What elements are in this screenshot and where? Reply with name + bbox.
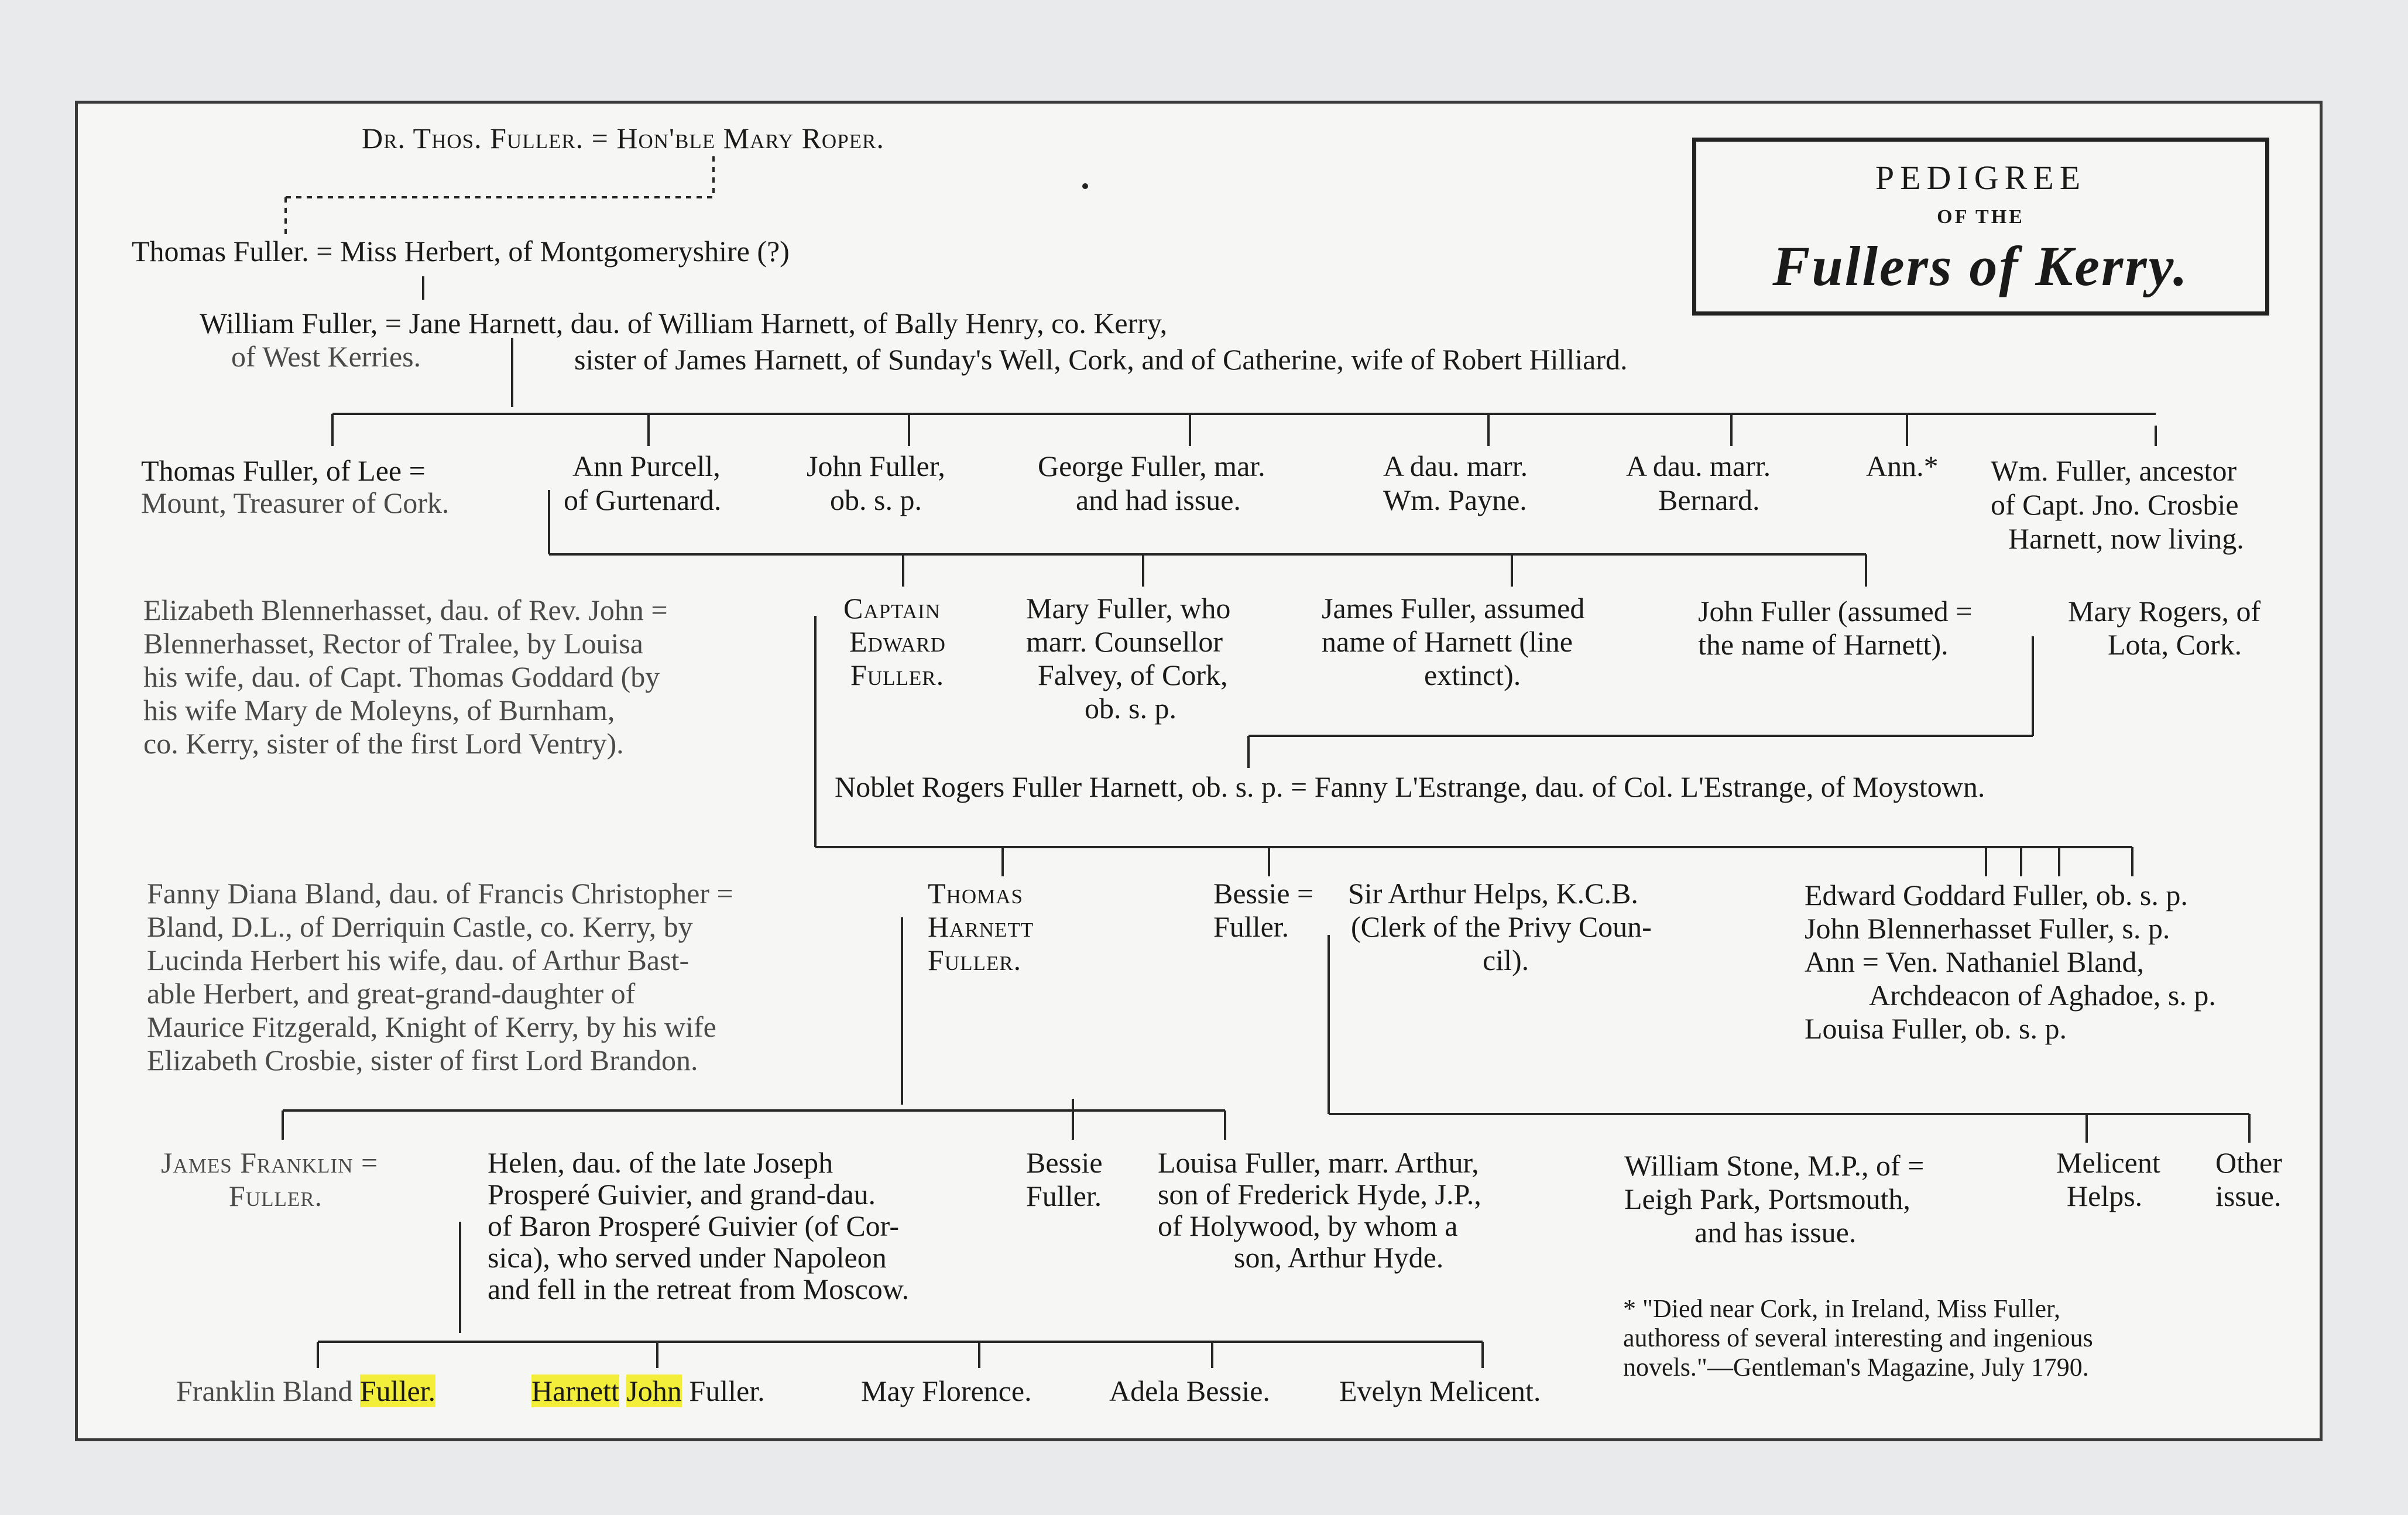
gen6-bessie-1: Bessie = — [1213, 877, 1314, 910]
gen7-louisa-4: son, Arthur Hyde. — [1234, 1241, 1444, 1274]
gen4-george-1: George Fuller, mar. — [1038, 450, 1265, 482]
gen6-sibling-3: Ann = Ven. Nathaniel Bland, — [1805, 945, 2144, 978]
gen6-fanny-3: Lucinda Herbert his wife, dau. of Arthur Bast- — [147, 944, 690, 976]
gen5-noblet: Noblet Rogers Fuller Harnett, ob. s. p. = Fanny L'Estrange, dau. of Col. L'Estrange, of Moystown. — [835, 770, 1985, 803]
gen6-sibling-1: Edward Goddard Fuller, ob. s. p. — [1805, 879, 2188, 911]
footnote-2: authoress of several interesting and ingenious — [1623, 1324, 2093, 1352]
gen4-dau-payne-1: A dau. marr. — [1383, 450, 1528, 482]
footnote-3: novels."—Gentleman's Magazine, July 1790. — [1623, 1353, 2089, 1382]
gen3-line1: William Fuller, = Jane Harnett, dau. of William Harnett, of Bally Henry, co. Kerry, — [200, 307, 1168, 340]
gen5-mary-3: Falvey, of Cork, — [1038, 659, 1228, 691]
gen4-thomas-2: Mount, Treasurer of Cork. — [141, 486, 450, 519]
gen5-elizabeth-1: Elizabeth Blennerhasset, dau. of Rev. John = — [143, 594, 668, 626]
gen5-james-2: name of Harnett (line — [1322, 625, 1573, 658]
pedigree-chart — [75, 101, 2323, 1441]
gen6-helps-2: (Clerk of the Privy Coun- — [1351, 910, 1652, 943]
gen5-elizabeth-3: his wife, dau. of Capt. Thomas Goddard (by — [143, 660, 660, 693]
gen4-george-2: and had issue. — [1076, 484, 1241, 516]
gen7-louisa-2: son of Frederick Hyde, J.P., — [1158, 1178, 1481, 1211]
gen4-wm-2: of Capt. Jno. Crosbie — [1991, 488, 2239, 521]
gen7-james-2: Fuller. — [229, 1180, 323, 1212]
gen6-helps-1: Sir Arthur Helps, K.C.B. — [1348, 877, 1638, 910]
gen8-franklin — [176, 1375, 435, 1407]
gen6-sibling-5: Louisa Fuller, ob. s. p. — [1805, 1012, 2067, 1045]
gen4-ann-purcell-2: of Gurtenard. — [564, 484, 722, 516]
gen8-may: May Florence. — [861, 1375, 1032, 1407]
gen6-fanny-5: Maurice Fitzgerald, Knight of Kerry, by his wife — [147, 1010, 716, 1043]
gen7-helen-1: Helen, dau. of the late Joseph — [488, 1146, 833, 1179]
gen5-edward-1: Captain — [843, 592, 941, 625]
gen5-james-1: James Fuller, assumed — [1322, 592, 1585, 625]
gen6-fanny-4: able Herbert, and great-grand-daughter of — [147, 977, 636, 1010]
gen6-thomas-1: Thomas — [928, 877, 1023, 910]
gen3-line2b: sister of James Harnett, of Sunday's Well, Cork, and of Catherine, wife of Robert Hilliard. — [574, 343, 1628, 376]
gen6-sibling-4: Archdeacon of Aghadoe, s. p. — [1869, 979, 2216, 1012]
gen5-mary-1: Mary Fuller, who — [1026, 592, 1231, 625]
gen6-fanny-2: Bland, D.L., of Derriquin Castle, co. Kerry, by — [147, 910, 693, 943]
gen8-harnett-first-highlight: Harnett — [531, 1375, 619, 1407]
gen7-louisa-3: of Holywood, by whom a — [1158, 1209, 1458, 1242]
gen4-ann-purcell-1: Ann Purcell, — [572, 450, 721, 482]
gen8-adela: Adela Bessie. — [1109, 1375, 1270, 1407]
gen4-wm-3: Harnett, now living. — [2008, 522, 2244, 555]
gen5-elizabeth-4: his wife Mary de Moleyns, of Burnham, — [143, 694, 615, 726]
gen5-elizabeth-2: Blennerhasset, Rector of Tralee, by Louisa — [143, 627, 643, 660]
gen7-helen-4: sica), who served under Napoleon — [488, 1241, 887, 1274]
gen7-other-1: Other — [2215, 1146, 2282, 1179]
gen7-helen-2: Prosperé Guivier, and grand-dau. — [488, 1178, 876, 1211]
gen7-helen-5: and fell in the retreat from Moscow. — [488, 1273, 910, 1305]
gen6-helps-3: cil). — [1483, 944, 1529, 976]
gen8-harnett-surname: Fuller. — [681, 1375, 765, 1407]
gen7-melicent-1: Melicent — [2056, 1146, 2160, 1179]
title-line-1: PEDIGREE — [1875, 159, 2087, 197]
gen4-wm-1: Wm. Fuller, ancestor — [1991, 454, 2237, 487]
gen5-mary-rogers-1: Mary Rogers, of — [2068, 595, 2261, 628]
gen5-mary-4: ob. s. p. — [1085, 692, 1176, 725]
gen4-john-1: John Fuller, — [807, 450, 945, 482]
gen8-franklin-surname-highlight: Fuller. — [359, 1375, 436, 1407]
footnote-1: * "Died near Cork, in Ireland, Miss Fuller, — [1623, 1294, 2060, 1323]
gen8-harnett — [531, 1375, 765, 1407]
screen-dust-mark — [1082, 183, 1088, 189]
gen8-harnett-second-highlight: John — [626, 1375, 682, 1407]
gen7-bessie-2: Fuller. — [1026, 1180, 1102, 1212]
gen6-thomas-2: Harnett — [928, 910, 1034, 943]
gen7-james-1: James Franklin = — [161, 1146, 379, 1179]
gen7-other-2: issue. — [2215, 1180, 2282, 1212]
gen7-louisa-1: Louisa Fuller, marr. Arthur, — [1158, 1146, 1479, 1179]
gen1-couple: Dr. Thos. Fuller. = Hon'ble Mary Roper. — [362, 122, 884, 155]
gen4-ann: Ann.* — [1866, 450, 1939, 482]
gen2-couple: Thomas Fuller. = Miss Herbert, of Montgomeryshire (?) — [132, 235, 790, 268]
gen4-dau-bernard-1: A dau. marr. — [1626, 450, 1771, 482]
gen3-line2a: of West Kerries. — [231, 340, 421, 373]
gen6-thomas-3: Fuller. — [928, 944, 1022, 976]
gen5-edward-2: Edward — [849, 625, 946, 658]
gen7-stone-3: and has issue. — [1694, 1216, 1857, 1249]
gen5-elizabeth-5: co. Kerry, sister of the first Lord Ventry). — [143, 727, 624, 760]
gen8-evelyn: Evelyn Melicent. — [1339, 1375, 1541, 1407]
title-box — [1692, 138, 2269, 316]
gen4-john-2: ob. s. p. — [830, 484, 922, 516]
gen4-dau-bernard-2: Bernard. — [1658, 484, 1760, 516]
gen7-melicent-2: Helps. — [2067, 1180, 2143, 1212]
gen5-mary-2: marr. Counsellor — [1026, 625, 1223, 658]
title-line-2: OF THE — [1937, 206, 2025, 228]
gen5-mary-rogers-2: Lota, Cork. — [2108, 628, 2242, 661]
gen7-stone-1: William Stone, M.P., of = — [1624, 1149, 1925, 1182]
gen7-helen-3: of Baron Prosperé Guivier (of Cor- — [488, 1209, 899, 1242]
gen7-stone-2: Leigh Park, Portsmouth, — [1624, 1182, 1910, 1215]
gen4-thomas-1: Thomas Fuller, of Lee = — [141, 454, 426, 487]
gen7-bessie-1: Bessie — [1026, 1146, 1103, 1179]
gen6-fanny-1: Fanny Diana Bland, dau. of Francis Christopher = — [147, 877, 733, 910]
gen5-john-1: John Fuller (assumed = — [1698, 595, 1973, 628]
gen6-bessie-2: Fuller. — [1213, 910, 1289, 943]
gen6-sibling-2: John Blennerhasset Fuller, s. p. — [1805, 912, 2170, 945]
gen4-dau-payne-2: Wm. Payne. — [1383, 484, 1527, 516]
gen6-fanny-6: Elizabeth Crosbie, sister of first Lord Brandon. — [147, 1044, 698, 1077]
title-line-3: Fullers of Kerry. — [1772, 235, 2189, 297]
gen8-franklin-name: Franklin Bland — [176, 1375, 353, 1407]
gen5-james-3: extinct). — [1424, 659, 1521, 691]
gen5-edward-3: Fuller. — [850, 659, 945, 691]
gen5-john-2: the name of Harnett). — [1698, 628, 1949, 661]
